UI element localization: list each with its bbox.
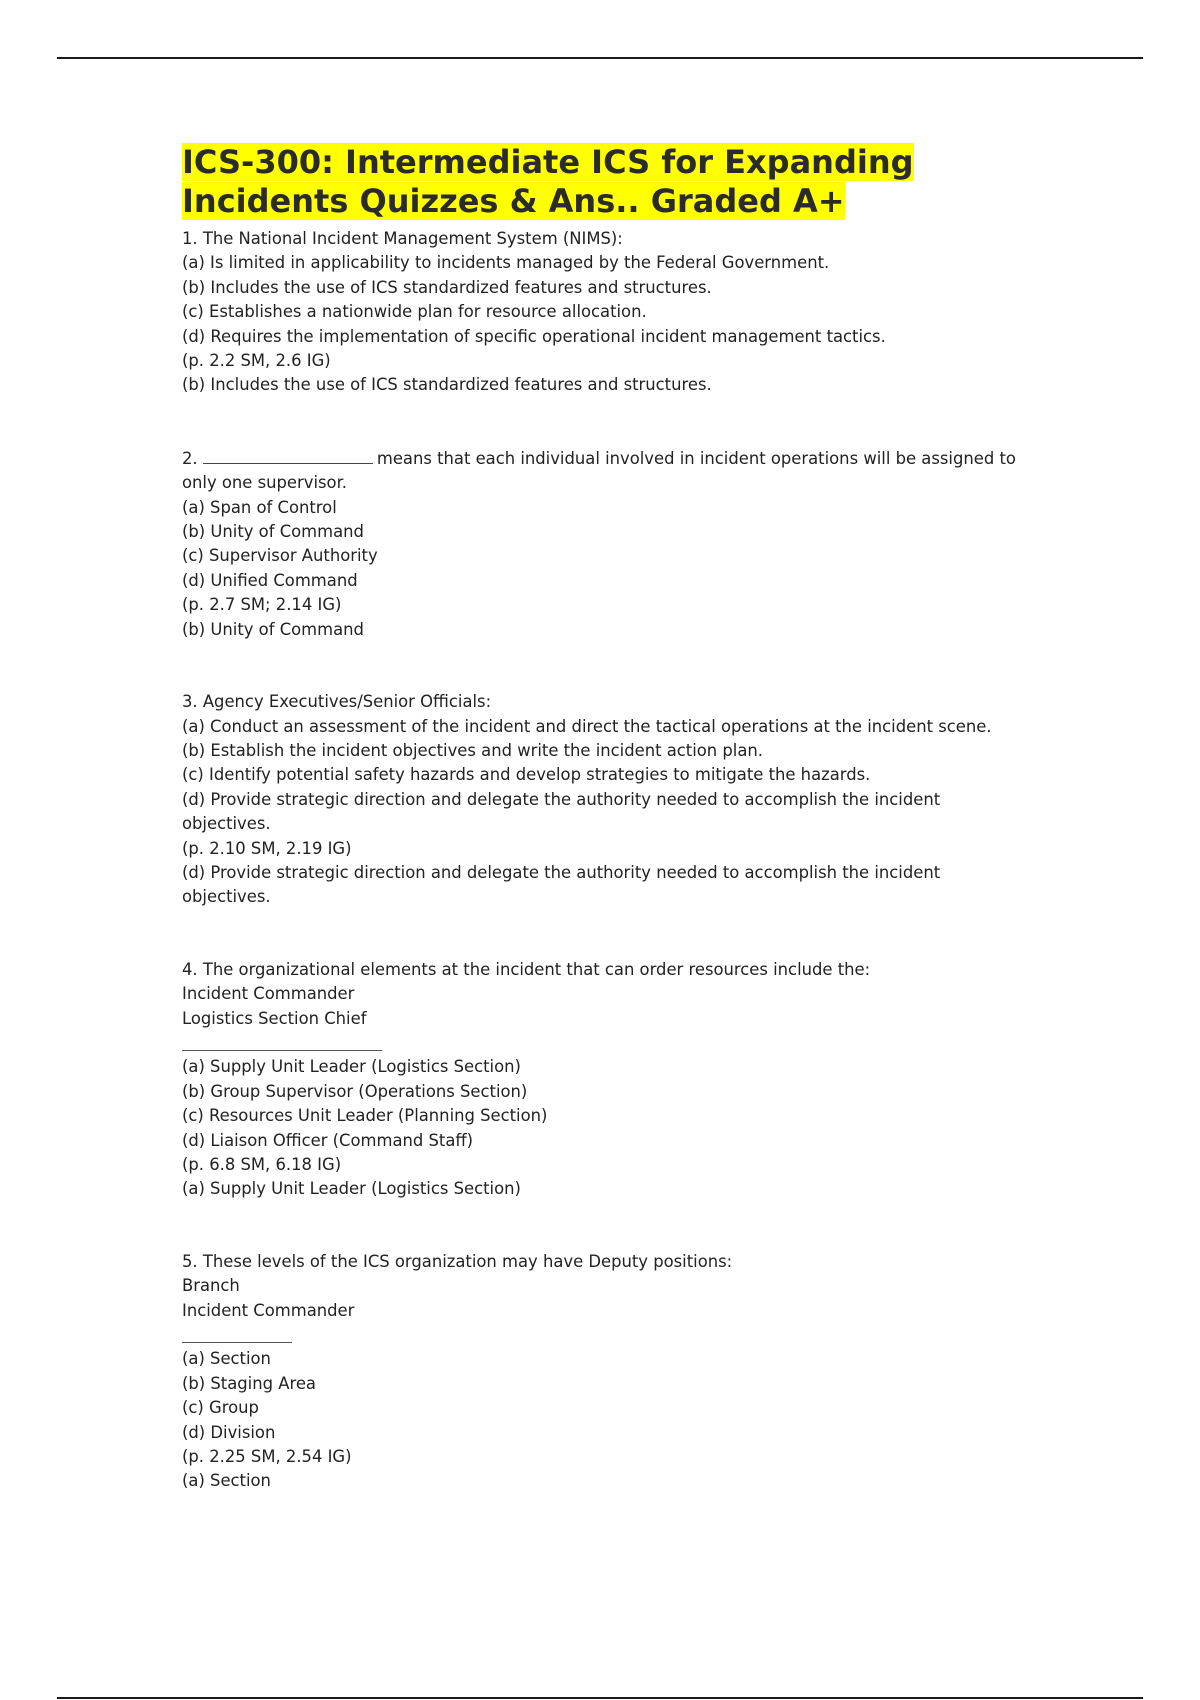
question-5	[182, 1250, 1062, 1494]
given-item: Incident Commander	[182, 984, 355, 1004]
given-item: Branch	[182, 1276, 240, 1296]
question-stem: 4. The organizational elements at the incident that can order resources include the:	[182, 959, 871, 979]
option-c: (c) Resources Unit Leader (Planning Section)	[182, 1106, 548, 1126]
option-c: (c) Identify potential safety hazards and develop strategies to mitigate the hazards.	[182, 765, 871, 785]
page-reference: (p. 2.7 SM; 2.14 IG)	[182, 595, 342, 615]
question-4	[182, 958, 1062, 1202]
question-stem-continued: only one supervisor.	[182, 473, 348, 493]
page-reference: (p. 2.2 SM, 2.6 IG)	[182, 351, 331, 371]
page-reference: (p. 2.25 SM, 2.54 IG)	[182, 1447, 352, 1467]
option-a: (a) Conduct an assessment of the incident and direct the tactical operations at the incident scene.	[182, 716, 992, 736]
option-b: (b) Includes the use of ICS standardized features and structures.	[182, 277, 712, 297]
document-title	[182, 143, 1062, 221]
fill-in-blank	[203, 446, 373, 464]
option-a: (a) Section	[182, 1349, 271, 1369]
page-reference: (p. 6.8 SM, 6.18 IG)	[182, 1154, 342, 1174]
correct-answer: (a) Section	[182, 1471, 271, 1491]
question-2	[182, 446, 1062, 642]
document-body	[182, 143, 1062, 1542]
option-d-continued: objectives.	[182, 814, 271, 834]
option-d: (d) Requires the implementation of specific operational incident management tactics.	[182, 326, 886, 346]
question-1	[182, 227, 1062, 398]
question-stem-text: means that each individual involved in incident operations will be assigned to	[376, 448, 1016, 468]
option-c: (c) Supervisor Authority	[182, 546, 378, 566]
option-b: (b) Staging Area	[182, 1373, 316, 1393]
option-b: (b) Establish the incident objectives and write the incident action plan.	[182, 740, 764, 760]
option-d: (d) Provide strategic direction and delegate the authority needed to accomplish the incident	[182, 789, 941, 809]
title-line-2: Incidents Quizzes & Ans.. Graded A+	[182, 182, 845, 220]
option-d: (d) Unified Command	[182, 570, 358, 590]
question-3	[182, 690, 1062, 910]
option-d: (d) Liaison Officer (Command Staff)	[182, 1130, 474, 1150]
option-a: (a) Is limited in applicability to incidents managed by the Federal Government.	[182, 253, 830, 273]
given-item: Incident Commander	[182, 1300, 355, 1320]
bottom-divider	[57, 1697, 1143, 1699]
option-b: (b) Group Supervisor (Operations Section)	[182, 1081, 528, 1101]
option-a: (a) Span of Control	[182, 497, 337, 517]
correct-answer: (b) Unity of Command	[182, 619, 364, 639]
question-stem	[182, 446, 1062, 471]
correct-answer: (b) Includes the use of ICS standardized features and structures.	[182, 375, 712, 395]
top-divider	[57, 57, 1143, 59]
correct-answer-continued: objectives.	[182, 887, 271, 907]
option-b: (b) Unity of Command	[182, 522, 364, 542]
option-a: (a) Supply Unit Leader (Logistics Section)	[182, 1057, 521, 1077]
question-stem: 3. Agency Executives/Senior Officials:	[182, 692, 492, 712]
question-stem: 5. These levels of the ICS organization may have Deputy positions:	[182, 1251, 733, 1271]
fill-in-blank	[182, 1031, 1062, 1055]
option-c: (c) Group	[182, 1398, 259, 1418]
page-reference: (p. 2.10 SM, 2.19 IG)	[182, 838, 352, 858]
question-stem: 1. The National Incident Management System (NIMS):	[182, 229, 623, 248]
title-line-1: ICS-300: Intermediate ICS for Expanding	[182, 143, 914, 181]
correct-answer: (a) Supply Unit Leader (Logistics Section)	[182, 1179, 521, 1199]
option-d: (d) Division	[182, 1422, 276, 1442]
question-number: 2.	[182, 448, 198, 468]
option-c: (c) Establishes a nationwide plan for resource allocation.	[182, 302, 647, 322]
correct-answer: (d) Provide strategic direction and delegate the authority needed to accomplish the incident	[182, 862, 941, 882]
fill-in-blank	[182, 1323, 1062, 1347]
given-item: Logistics Section Chief	[182, 1008, 367, 1028]
